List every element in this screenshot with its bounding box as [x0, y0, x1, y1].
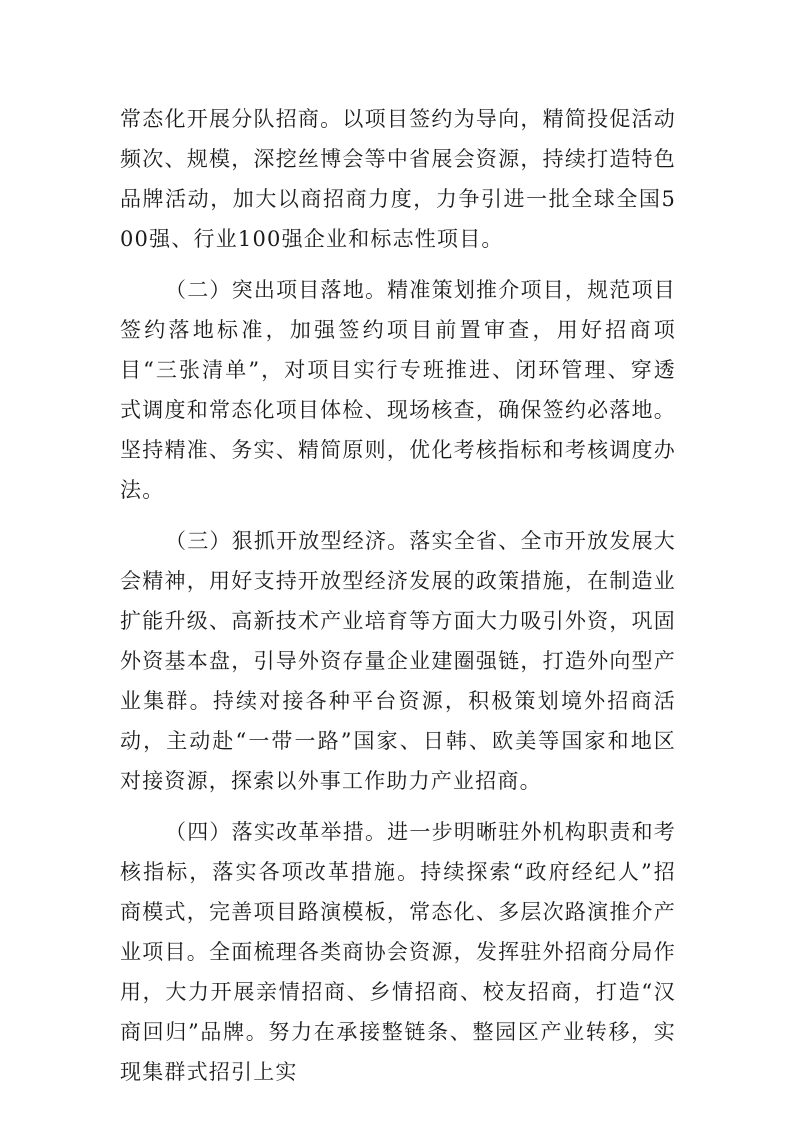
paragraph-continuation: 常态化开展分队招商。以项目签约为导向，精简投促活动频次、规模，深挖丝博会等中省展会资源，持续打造特色品牌活动，加大以商招商力度，力争引进一批全球全国500强、行业100强企业和标志性项目。 — [120, 107, 676, 251]
paragraph-section-2: （二）突出项目落地。精准策划推介项目，规范项目签约落地标准，加强签约项目前置审查，用好招商项目“三张清单”，对项目实行专班推进、闭环管理、穿透式调度和常态化项目体检、现场核查，确保签约必落地。坚持精准、务实、精简原则，优化考核指标和考核调度办法。 — [120, 278, 676, 502]
paragraph-section-3: （三）狠抓开放型经济。落实全省、全市开放发展大会精神，用好支持开放型经济发展的政策措施，在制造业扩能升级、高新技术产业培育等方面大力吸引外资，巩固外资基本盘，引导外资存量企业建圈强链，打造外向型产业集群。持续对接各种平台资源，积极策划境外招商活动，主动赴“一带一路”国家、日韩、欧美等国家和地区对接资源，探索以外事工作助力产业招商。 — [120, 529, 676, 793]
paragraph-section-4: （四）落实改革举措。进一步明晰驻外机构职责和考核指标，落实各项改革措施。持续探索“政府经纪人”招商模式，完善项目路演模板，常态化、多层次路演推介产业项目。全面梳理各类商协会资源，发挥驻外招商分局作用，大力开展亲情招商、乡情招商、校友招商，打造“汉商回归”品牌。努力在承接整链条、整园区产业转移，实现集群式招引上实 — [120, 820, 676, 1084]
document-body — [120, 99, 676, 1103]
